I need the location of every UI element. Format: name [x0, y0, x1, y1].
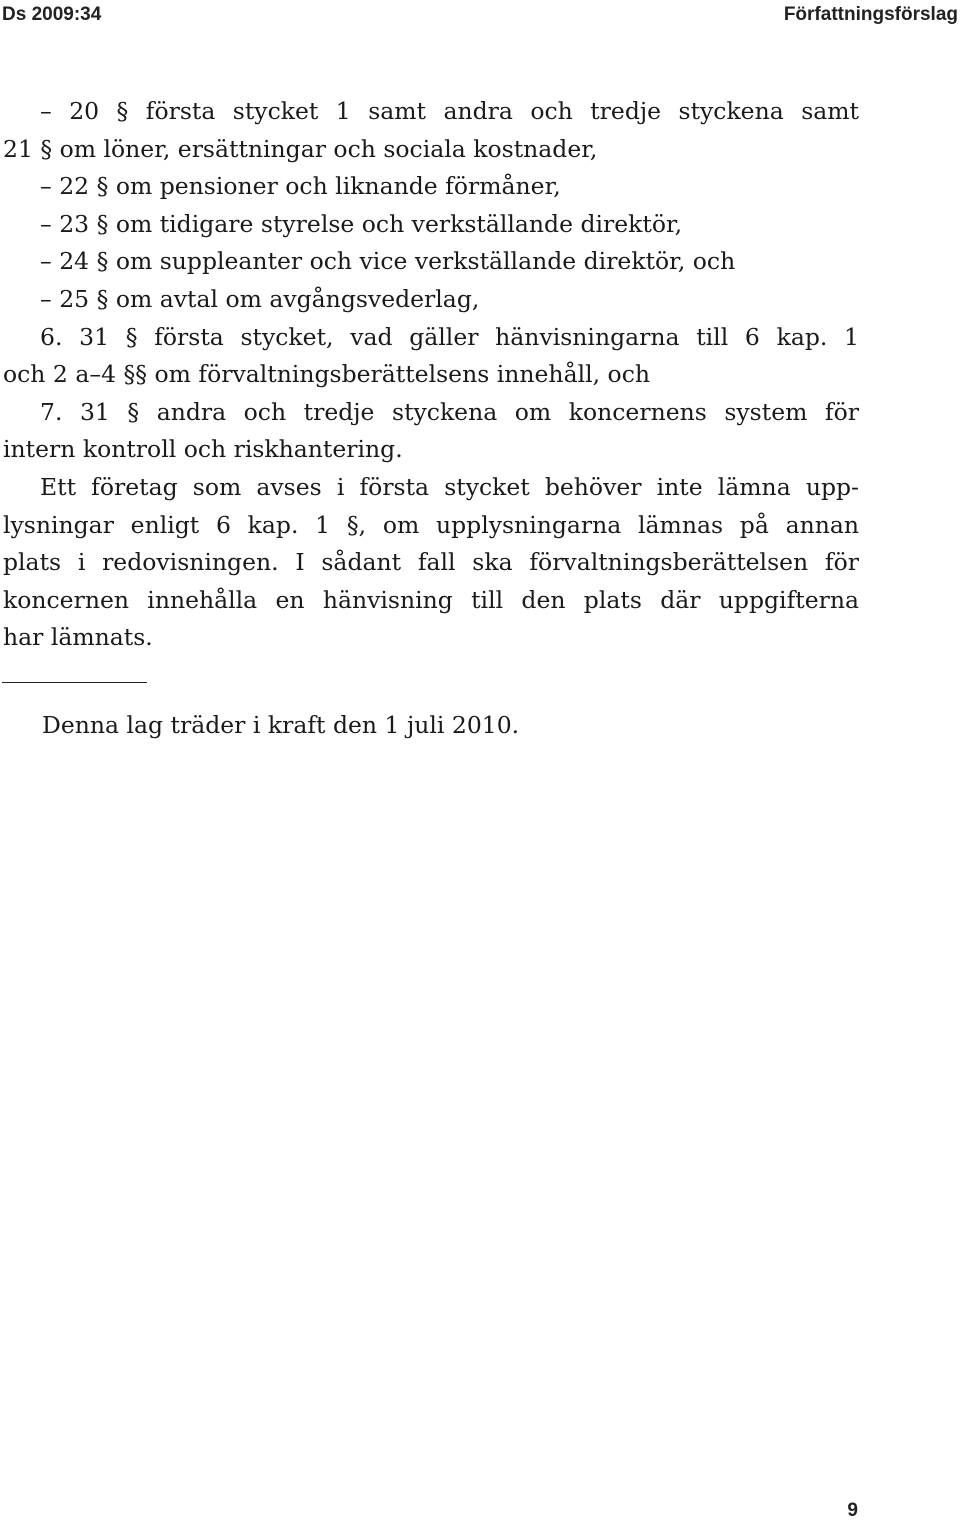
- paragraph-line: plats i redovisningen. I sådant fall ska förvaltningsberättelsen för: [3, 548, 859, 577]
- paragraph-line: lysningar enligt 6 kap. 1 §, om upplysningarna lämnas på annan: [3, 510, 859, 539]
- page-number: 9: [847, 1500, 858, 1521]
- paragraph-line: koncernen innehålla en hänvisning till den plats där uppgifterna: [3, 585, 859, 614]
- document-reference: Ds 2009:34: [2, 4, 102, 25]
- list-item-continuation: intern kontroll och riskhantering.: [3, 435, 403, 464]
- list-item: – 20 § första stycket 1 samt andra och tredje styckena samt: [40, 97, 859, 125]
- list-item: 7. 31 § andra och tredje styckena om koncernens system för: [40, 397, 859, 426]
- paragraph-line: Ett företag som avses i första stycket behöver inte lämna upp-: [40, 472, 859, 501]
- list-item-continuation: 21 § om löner, ersättningar och sociala kostnader,: [3, 134, 598, 163]
- list-item: – 23 § om tidigare styrelse och verkställande direktör,: [40, 209, 683, 238]
- running-header: [0, 4, 960, 30]
- list-item: – 25 § om avtal om avgångsvederlag,: [40, 284, 480, 313]
- body-text: [3, 93, 859, 657]
- paragraph-line: har lämnats.: [3, 623, 153, 652]
- list-item: – 22 § om pensioner och liknande förmåner,: [40, 172, 561, 201]
- section-divider: [2, 682, 147, 683]
- section-title: Författningsförslag: [783, 4, 958, 25]
- list-item: – 24 § om suppleanter och vice verkställande direktör, och: [40, 247, 736, 276]
- commencement-provision: Denna lag träder i kraft den 1 juli 2010.: [42, 711, 520, 739]
- list-item-continuation: och 2 a–4 §§ om förvaltningsberättelsens innehåll, och: [3, 360, 650, 389]
- list-item: 6. 31 § första stycket, vad gäller hänvisningarna till 6 kap. 1: [40, 322, 859, 351]
